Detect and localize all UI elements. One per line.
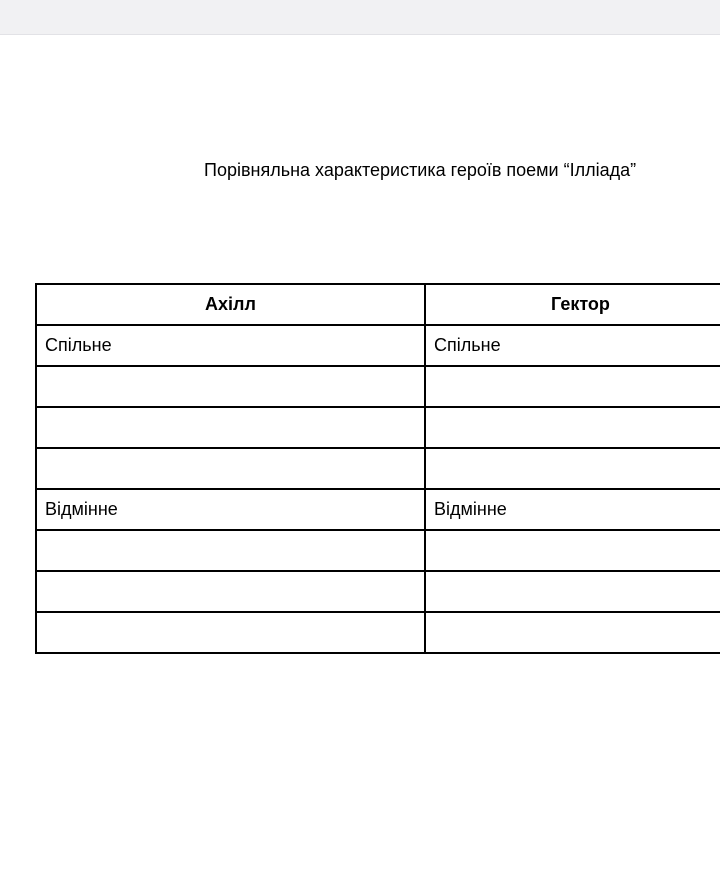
table-row	[36, 530, 720, 571]
table-cell-achilles: Спільне	[36, 325, 425, 366]
comparison-table	[35, 283, 720, 654]
table-cell-achilles	[36, 407, 425, 448]
table-cell-achilles	[36, 366, 425, 407]
table-cell-hector	[425, 407, 720, 448]
table-row	[36, 489, 720, 530]
header-achilles: Ахілл	[36, 284, 425, 325]
table-cell-hector	[425, 571, 720, 612]
table-row	[36, 571, 720, 612]
table-cell-hector: Відмінне	[425, 489, 720, 530]
table-row	[36, 407, 720, 448]
table-row	[36, 612, 720, 653]
table-cell-hector	[425, 612, 720, 653]
table-cell-hector	[425, 448, 720, 489]
table-cell-hector: Спільне	[425, 325, 720, 366]
table-cell-achilles: Відмінне	[36, 489, 425, 530]
table-cell-achilles	[36, 530, 425, 571]
table-cell-hector	[425, 366, 720, 407]
table-header-row	[36, 284, 720, 325]
header-hector: Гектор	[425, 284, 720, 325]
table-row	[36, 325, 720, 366]
table-cell-achilles	[36, 448, 425, 489]
table-row	[36, 448, 720, 489]
table-cell-achilles	[36, 612, 425, 653]
table-cell-hector	[425, 530, 720, 571]
table-row	[36, 366, 720, 407]
table-cell-achilles	[36, 571, 425, 612]
document-title: Порівняльна характеристика героїв поеми “Ілліада”	[204, 160, 637, 180]
